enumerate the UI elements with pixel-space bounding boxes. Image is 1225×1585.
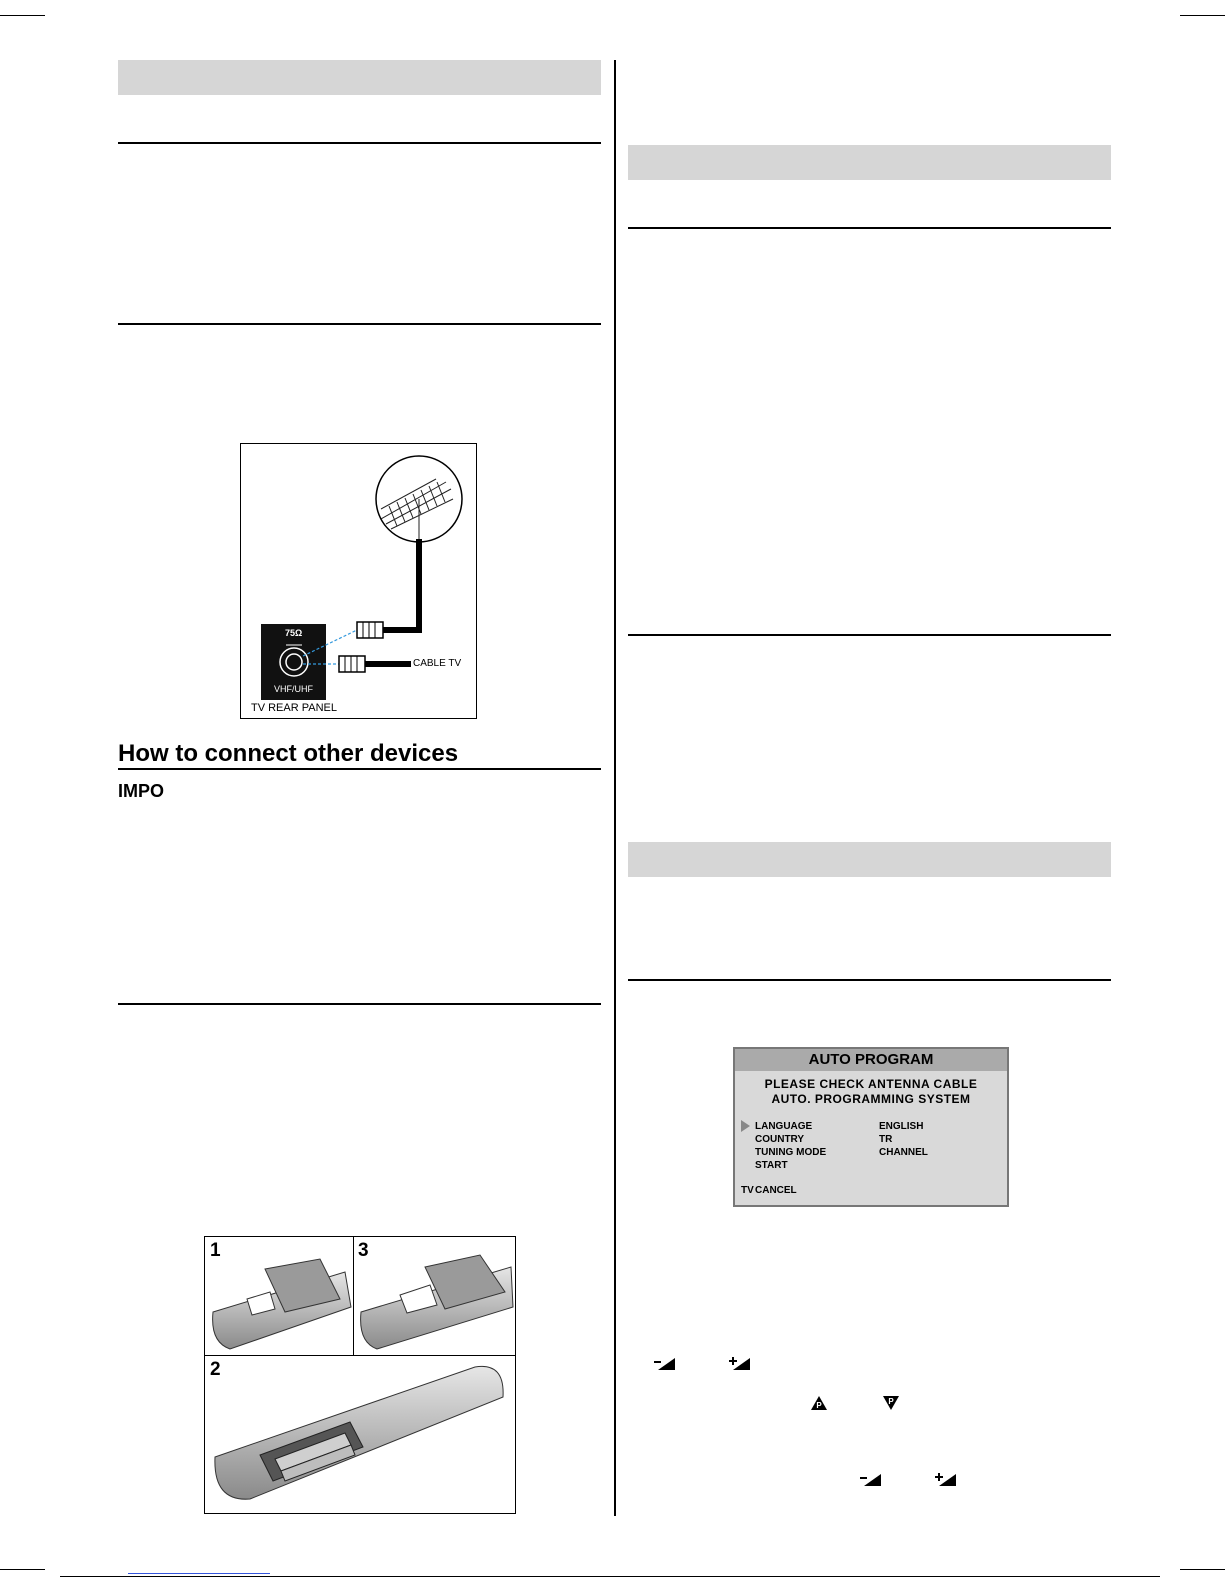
- cable-tv-label: CABLE TV: [413, 658, 462, 669]
- socket-label: VHF/UHF: [274, 684, 313, 694]
- section-rule: [628, 634, 1111, 636]
- antenna-plug-icon: [357, 622, 383, 638]
- remote-battery-figure: [204, 1236, 516, 1514]
- section-heading: How to connect other devices: [118, 740, 459, 767]
- program-down-icon: [882, 1395, 900, 1411]
- section-rule: [118, 323, 601, 325]
- osd-title: AUTO PROGRAM: [735, 1049, 1007, 1071]
- section-rule: [118, 768, 601, 770]
- osd-message-line: AUTO. PROGRAMMING SYSTEM: [771, 1092, 971, 1106]
- remote-illustrations: [205, 1237, 515, 1513]
- column-divider: [614, 60, 616, 1516]
- footer-rule: [60, 1576, 1160, 1577]
- tv-rear-panel-label: TV REAR PANEL: [251, 702, 337, 714]
- osd-footer-action[interactable]: CANCEL: [755, 1185, 797, 1196]
- osd-item-label[interactable]: COUNTRY: [755, 1134, 805, 1145]
- crop-mark-bottom-left: [0, 1569, 45, 1570]
- antenna-connection-figure: [240, 443, 477, 719]
- svg-text:P: P: [888, 1397, 894, 1406]
- step-number: 1: [210, 1240, 221, 1261]
- volume-up-icon: [729, 1355, 751, 1371]
- remote-control-icon: [215, 1366, 503, 1499]
- important-label: IMPO: [118, 781, 165, 801]
- osd-item-value[interactable]: TR: [879, 1134, 893, 1145]
- impedance-label: 75Ω: [285, 628, 303, 638]
- osd-item-value[interactable]: ENGLISH: [879, 1121, 924, 1132]
- osd-footer-key: TV: [741, 1185, 754, 1196]
- footer-link-underline[interactable]: [128, 1573, 270, 1574]
- volume-down-icon: [860, 1473, 882, 1487]
- osd-item-label[interactable]: TUNING MODE: [755, 1147, 827, 1158]
- program-up-icon: [810, 1395, 828, 1411]
- osd-item-label[interactable]: LANGUAGE: [755, 1121, 813, 1132]
- cable-plug-icon: [339, 656, 365, 672]
- svg-text:P: P: [816, 1401, 822, 1410]
- volume-up-icon: [935, 1471, 957, 1487]
- volume-down-icon: [654, 1357, 676, 1371]
- section-header-band: [628, 842, 1111, 877]
- section-rule: [118, 1003, 601, 1005]
- osd-item-label[interactable]: START: [755, 1160, 788, 1171]
- step-number: 3: [358, 1240, 369, 1261]
- step-number: 2: [210, 1359, 221, 1380]
- auto-program-osd: [733, 1047, 1009, 1207]
- crop-mark-top-left: [0, 15, 45, 16]
- antenna-diagram: [241, 444, 476, 718]
- crop-mark-bottom-right: [1180, 1569, 1225, 1570]
- osd-message-line: PLEASE CHECK ANTENNA CABLE: [764, 1077, 978, 1091]
- section-rule: [628, 227, 1111, 229]
- crop-mark-top-right: [1180, 15, 1225, 16]
- section-rule: [118, 142, 601, 144]
- osd-item-value[interactable]: CHANNEL: [879, 1147, 928, 1158]
- menu-cursor-icon: [741, 1120, 750, 1132]
- section-header-band: [628, 145, 1111, 180]
- section-rule: [628, 979, 1111, 981]
- section-header-band: [118, 60, 601, 95]
